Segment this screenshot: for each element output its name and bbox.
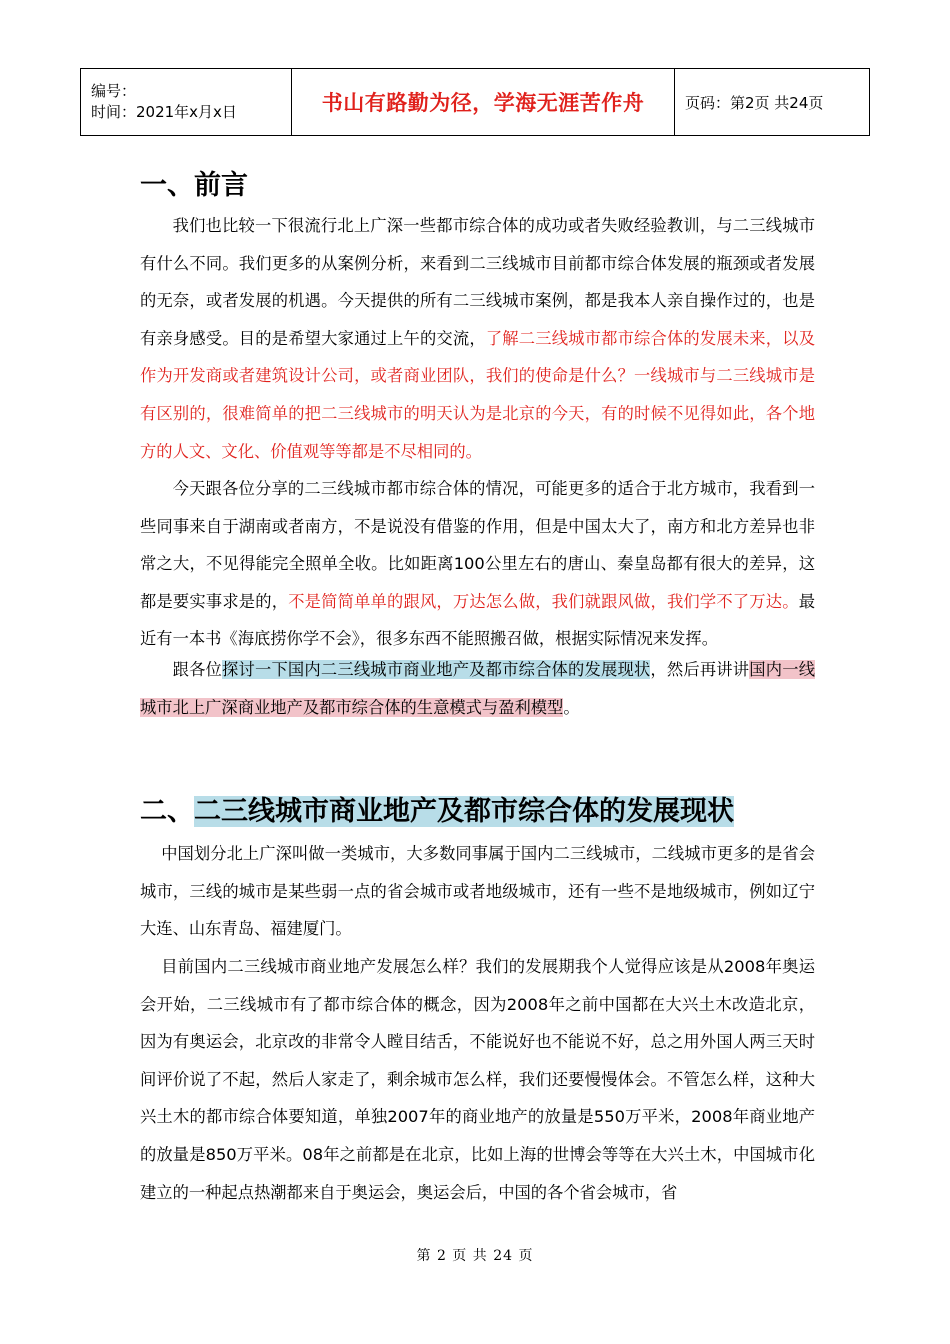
section-title-highlight: 二三线城市商业地产及都市综合体的发展现状 bbox=[194, 796, 734, 827]
paragraph bbox=[140, 470, 815, 658]
highlight-blue-text: 探讨一下国内二三线城市商业地产及都市综合体的发展现状 bbox=[222, 660, 651, 679]
paragraph bbox=[140, 207, 815, 470]
section-title-status bbox=[140, 792, 734, 832]
header-left-cell bbox=[81, 69, 292, 136]
paragraph-text: 。 bbox=[563, 697, 580, 717]
page-footer: 第 2 页 共 24 页 bbox=[416, 1248, 534, 1264]
paragraph: 目前国内二三线城市商业地产发展怎么样？我们的发展期我个人觉得应该是从2008年奥运会开始，二三线城市有了都市综合体的概念，因为2008年之前中国都在大兴土木改造北京，因为有奥运会，北京改的非常令人瞠目结舌，不能说好也不能说不好，总之用外国人两三天时间评价说了不起，然后人家走了，剩余城市怎么样，我们还要慢慢体会。不管怎么样，这种大兴土木的都市综合体要知道，单独2007年的商业地产的放量是550万平米，2008年商业地产的放量是850万平米。08年之前都是在北京，比如上海的世博会等等在大兴土木，中国城市化建立的一种起点热潮都来自于奥运会，奥运会后，中国的各个省会城市，省 bbox=[140, 957, 815, 1202]
paragraph-text: 我们也比较一下很流行北上广深一些都市综合体的成功或者失败经验教训，与二三线城市有什么不同。我们更多的从案例分析，来看到二三线城市目前都市综合体发展的瓶颈或者发展的无奈，或者发展的机遇。今天提供的所有二三线城市案例，都是我本人亲自操作过的，也是有亲身感受。目的是希望大家通过上午的交流， bbox=[140, 216, 815, 348]
header-motto: 书山有路勤为径，学海无涯苦作舟 bbox=[292, 69, 675, 136]
number-label: 编号： bbox=[91, 82, 137, 100]
time-label: 时间：2021年x月x日 bbox=[91, 103, 237, 121]
section-title-prefix: 二、 bbox=[140, 796, 194, 827]
paragraph-text: ，然后再讲讲 bbox=[650, 660, 750, 679]
paragraph: 中国划分北上广深叫做一类城市，大多数同事属于国内二三线城市，二线城市更多的是省会城市，三线的城市是某些弱一点的省会城市或者地级城市，还有一些不是地级城市，例如辽宁大连、山东青岛、福建厦门。 bbox=[140, 844, 815, 939]
paragraph-text: 今天跟各位分享的二三线城市都市综合体的情况，可能更多的适合于北方城市，我看到一些同事来自于湖南或者南方，不是说没有借鉴的作用，但是中国太大了，南方和北方差异也非常之大，不见得能完全照单全收。比如距离100公里左右的唐山、秦皇岛都有很大的差异，这都是要实事求是的， bbox=[140, 479, 815, 611]
header-page-label: 页码：第2页 共24页 bbox=[675, 69, 870, 136]
paragraph-text: 跟各位 bbox=[172, 660, 223, 679]
document-header bbox=[80, 68, 870, 136]
paragraph bbox=[140, 651, 815, 726]
highlight-red-text: 了解二三线城市都市综合体的发展未来，以及作为开发商或者建筑设计公司，或者商业团队，我们的使命是什么？一线城市与二三线城市是有区别的，很难简单的把二三线城市的明天认为是北京的今天，有的时候不见得如此，各个地方的人文、文化、价值观等等都是不尽相同的。 bbox=[140, 328, 815, 461]
highlight-pink-text: 国内一线城市北上广深商业地产及都市综合体的生意模式与盈利模型 bbox=[140, 660, 815, 717]
paragraph-text: 最近有一本书《海底捞你学不会》，很多东西不能照搬召做，根据实际情况来发挥。 bbox=[140, 591, 815, 649]
highlight-red-text: 不是简简单单的跟风，万达怎么做，我们就跟风做，我们学不了万达。 bbox=[288, 591, 799, 611]
section-title-preface: 一、前言 bbox=[140, 170, 248, 201]
